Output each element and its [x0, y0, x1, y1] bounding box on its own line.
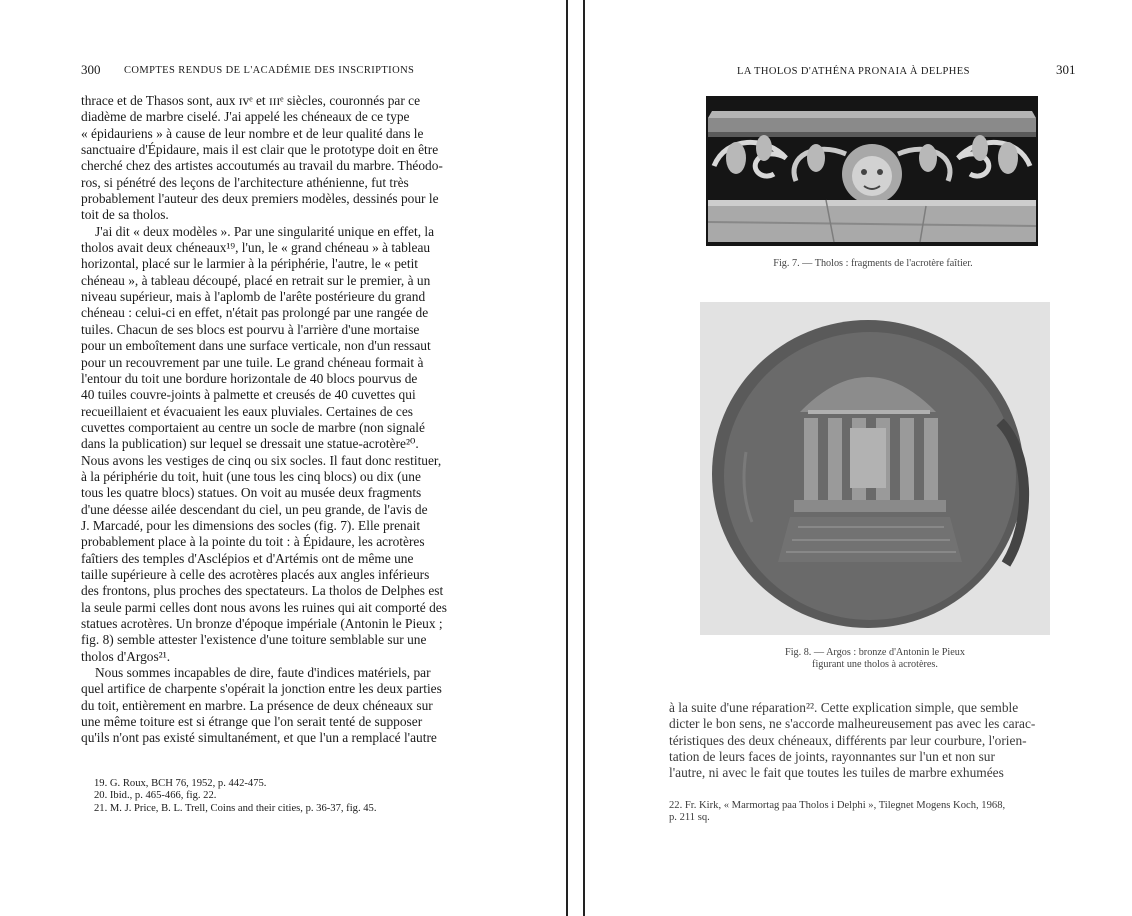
footnote: 19. G. Roux, BCH 76, 1952, p. 442-475. [94, 778, 267, 789]
text-line: Nous sommes incapables de dire, faute d'indices matériels, par [95, 665, 431, 681]
footnote: 22. Fr. Kirk, « Marmortag paa Tholos i Delphi », Tilegnet Mogens Koch, 1968, [669, 800, 1006, 811]
running-head: LA THOLOS D'ATHÉNA PRONAIA À DELPHES [737, 66, 970, 77]
text-line: recueillaient et évacuaient les eaux pluviales. Certaines de ces [81, 403, 414, 419]
page-number: 301 [1056, 62, 1076, 77]
figure-7-caption: Fig. 7. — Tholos : fragments de l'acrotère faîtier. [773, 258, 973, 269]
text-line: dicter le bon sens, ne s'accorde malheureusement pas avec les carac- [669, 716, 1036, 732]
figure-8-photo [700, 302, 1050, 635]
text-line: tous les quatre blocs) statues. On voit au musée deux fragments [81, 485, 422, 501]
text-line: tation de leurs faces de joints, rayonnantes sur l'un et non sur [669, 749, 995, 765]
figure-7-photo [706, 96, 1038, 246]
body-text [669, 700, 1083, 782]
acroterion-fragment-image [706, 96, 1038, 246]
text-line: des frontons, plus proches des spectateurs. La tholos de Delphes est [81, 583, 444, 599]
text-line: l'entour du toit une bordure horizontale de 40 blocs pourvus de [81, 370, 418, 386]
text-line: chéneau », à tableau découpé, placé en retrait sur le premier, à un [81, 272, 431, 288]
text-line: probablement place à la pointe du toit : à Épidaure, les acrotères [81, 534, 425, 550]
text-line: à la périphérie du toit, huit (une tous les cinq blocs) ou dix (une [81, 468, 421, 484]
text-line: horizontal, placé sur le larmier à la périphérie, l'autre, le « petit [81, 256, 419, 272]
text-line: diadème de marbre ciselé. J'ai appelé les chéneaux de ce type [81, 109, 410, 125]
text-line: d'une déesse ailée descendant du ciel, un peu grande, de l'avis de [81, 501, 428, 517]
text-line: cuvettes comportaient au centre un socle de marbre (non signalé [81, 419, 425, 435]
figure-8-caption [700, 647, 1050, 671]
text-line: pour un recouvrement par une tuile. Le grand chéneau formait à [81, 354, 424, 370]
text-line: chéneau : celui-ci en effet, n'était pas prolongé par une rangée de [81, 305, 429, 321]
body-text [81, 93, 494, 747]
text-line: J. Marcadé, pour les dimensions des socles (fig. 7). Elle prenait [81, 517, 421, 533]
footnote: p. 211 sq. [669, 812, 710, 824]
caption-line: figurant une tholos à acrotères. [812, 659, 938, 670]
text-line: faîtiers des temples d'Asclépios et d'Artémis ont de même une [81, 550, 414, 566]
text-line: la seule parmi celles dont nous avons les ruines qui ait comporté des [81, 599, 447, 615]
text-line: quel artifice de charpente s'opérait la jonction entre les deux parties [81, 681, 442, 697]
text-line: thrace et de Thasos sont, aux ɪᴠᵉ et ɪɪɪᵉ siècles, couronnés par ce [81, 93, 421, 108]
running-head: COMPTES RENDUS DE L'ACADÉMIE DES INSCRIPTIONS [124, 65, 415, 76]
text-line: niveau supérieur, mais à l'aplomb de l'arête postérieure du grand [81, 289, 426, 305]
text-line: probablement l'auteur des deux premiers modèles, dessinés pour le [81, 191, 439, 207]
text-line: tholos d'Argos²¹. [81, 648, 171, 664]
text-line: téristiques des deux chéneaux, différents par leur courbure, l'orien- [669, 732, 1027, 748]
page-gutter-line [566, 0, 568, 916]
right-page [585, 0, 1132, 916]
text-line: cherché chez des artistes accoutumés au travail du marbre. Théodo- [81, 158, 443, 174]
text-line: tuiles. Chacun de ses blocs est pourvu à l'arrière d'une mortaise [81, 321, 420, 337]
footnotes [669, 800, 1005, 825]
text-line: l'autre, ni avec le fait que toutes les tuiles de marbre exhumées [669, 765, 1004, 781]
caption-line: Fig. 8. — Argos : bronze d'Antonin le Pieux [785, 647, 965, 658]
text-line: fig. 8) semble attester l'existence d'une toiture semblable sur une [81, 632, 427, 648]
text-line: 40 tuiles couvre-joints à palmette et creusés de 40 cuvettes qui [81, 387, 416, 403]
text-line: statues acrotères. Un bronze d'époque impériale (Antonin le Pieux ; [81, 616, 443, 631]
text-line: pour un emboîtement dans une surface verticale, non d'un ressaut [81, 338, 431, 354]
footnote: 20. Ibid., p. 465-466, fig. 22. [94, 790, 217, 802]
text-line: J'ai dit « deux modèles ». Par une singularité unique en effet, la [95, 223, 435, 239]
text-line: « épidauriens » à cause de leur nombre et de leur qualité dans le [81, 125, 424, 141]
text-line: une même toiture est si étrange que l'on serait tenté de supposer [81, 714, 423, 730]
bronze-coin-image [700, 302, 1050, 635]
text-line: ros, si pénétré des leçons de l'architecture athénienne, fut très [81, 174, 409, 190]
text-line: taille supérieure à celle des acrotères placés aux angles inférieurs [81, 566, 430, 582]
text-line: Nous avons les vestiges de cinq ou six socles. Il faut donc restituer, [81, 452, 442, 468]
text-line: sanctuaire d'Épidaure, mais il est clair que le prototype doit en être [81, 142, 439, 158]
text-line: toit de sa tholos. [81, 207, 169, 223]
text-line: tholos avait deux chéneaux¹⁹, l'un, le « grand chéneau » à tableau [81, 240, 431, 256]
text-line: à la suite d'une réparation²². Cette explication simple, que semble [669, 700, 1019, 715]
text-line: dans la publication) sur lequel se dressait une statue-acrotère²⁰. [81, 436, 419, 452]
text-line: qu'ils n'ont pas existé simultanément, et que l'un a remplacé l'autre [81, 730, 437, 746]
footnotes [94, 778, 377, 815]
page-number: 300 [81, 62, 101, 77]
footnote: 21. M. J. Price, B. L. Trell, Coins and their cities, p. 36-37, fig. 45. [94, 802, 377, 814]
text-line: du toit, entièrement en marbre. La présence de deux chéneaux sur [81, 697, 433, 713]
